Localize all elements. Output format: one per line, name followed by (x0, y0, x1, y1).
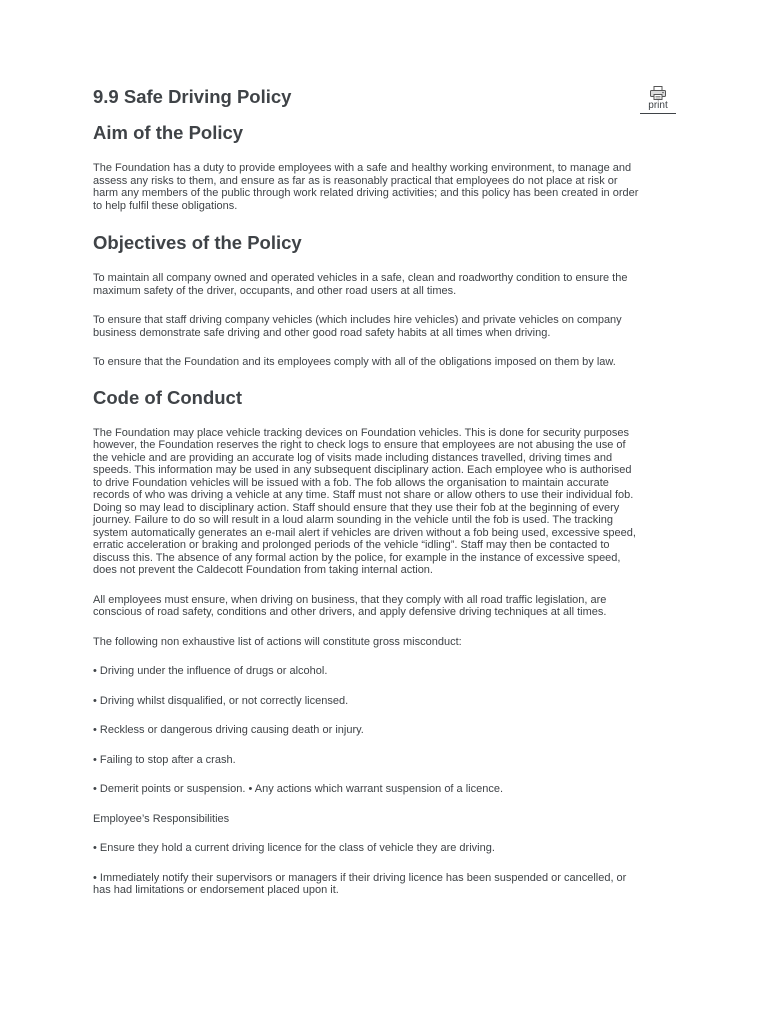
conduct-paragraph: All employees must ensure, when driving on business, that they comply with all road traffic legislation, are conscious of road safety, conditions and other drivers, and apply defensive driving techniques at all times. (93, 593, 607, 618)
objectives-paragraph: To ensure that the Foundation and its employees comply with all of the obligations imposed on them by law. (93, 356, 616, 368)
objectives-paragraph: To ensure that staff driving company vehicles (which includes hire vehicles) and private vehicles on company business demonstrate safe driving and other good road safety habits at all times when driving. (93, 314, 622, 339)
misconduct-list-item: • Driving whilst disqualified, or not correctly licensed. (93, 694, 349, 707)
conduct-heading: Code of Conduct (93, 386, 243, 408)
printer-icon (650, 86, 666, 100)
misconduct-list-item: • Driving under the influence of drugs or alcohol. (93, 665, 328, 677)
misconduct-list-item: • Demerit points or suspension. • Any actions which warrant suspension of a licence. (93, 783, 504, 795)
document-title: 9.9 Safe Driving Policy (93, 86, 292, 107)
objectives-paragraph: To maintain all company owned and operated vehicles in a safe, clean and roadworthy condition to ensure the maximum safety of the driver, occupants, and other road users at all times. (93, 272, 628, 297)
conduct-paragraph: The following non exhaustive list of actions will constitute gross misconduct: (93, 635, 462, 648)
misconduct-list-item: • Failing to stop after a crash. (93, 753, 236, 766)
objectives-heading: Objectives of the Policy (93, 232, 302, 253)
print-button[interactable] (640, 86, 676, 116)
print-label: print (640, 100, 676, 114)
responsibilities-label: Employee’s Responsibilities (93, 812, 230, 825)
aim-heading: Aim of the Policy (93, 122, 244, 143)
aim-paragraph: The Foundation has a duty to provide employees with a safe and healthy working environment, to manage and assess any risks to them, and ensure as far as is reasonably practical that employees do not place at risk or harm any members of the public through work related driving activities; and this policy has been created in order to help fulfil these obligations. (93, 162, 639, 212)
responsibility-list-item: • Immediately notify their supervisors or managers if their driving licence has been suspended or cancelled, or has had limitations or endorsement placed upon it. (93, 871, 627, 896)
conduct-paragraph: The Foundation may place vehicle tracking devices on Foundation vehicles. This is done for security purposes however, the Foundation reserves the right to check logs to ensure that employees are not abusing the use of the vehicle and are providing an accurate log of visits made including distances travelled, driving times and speeds. This information may be used in any subsequent disciplinary action. Each employee who is authorised to drive Foundation vehicles will be issued with a fob. The fob allows the organisation to maintain accurate records of who was driving a vehicle at any time. Staff must not share or allow others to use their individual fob. Doing so may lead to disciplinary action. Staff should ensure that they use their fob at the beginning of every journey. Failure to do so will result in a loud alarm sounding in the vehicle until the fob is used. The tracking system automatically generates an e-mail alert if vehicles are driven without a fob being used, excessive speed, erratic acceleration or braking and prolonged periods of the vehicle “idling”. Staff may then be contacted to discuss this. The absence of any formal action by the police, for example in the instance of excessive speed, does not prevent the Caldecott Foundation from taking internal action. (93, 426, 636, 576)
responsibility-list-item: • Ensure they hold a current driving licence for the class of vehicle they are driving. (93, 842, 495, 854)
policy-document (93, 82, 641, 897)
misconduct-list-item: • Reckless or dangerous driving causing death or injury. (93, 724, 364, 736)
